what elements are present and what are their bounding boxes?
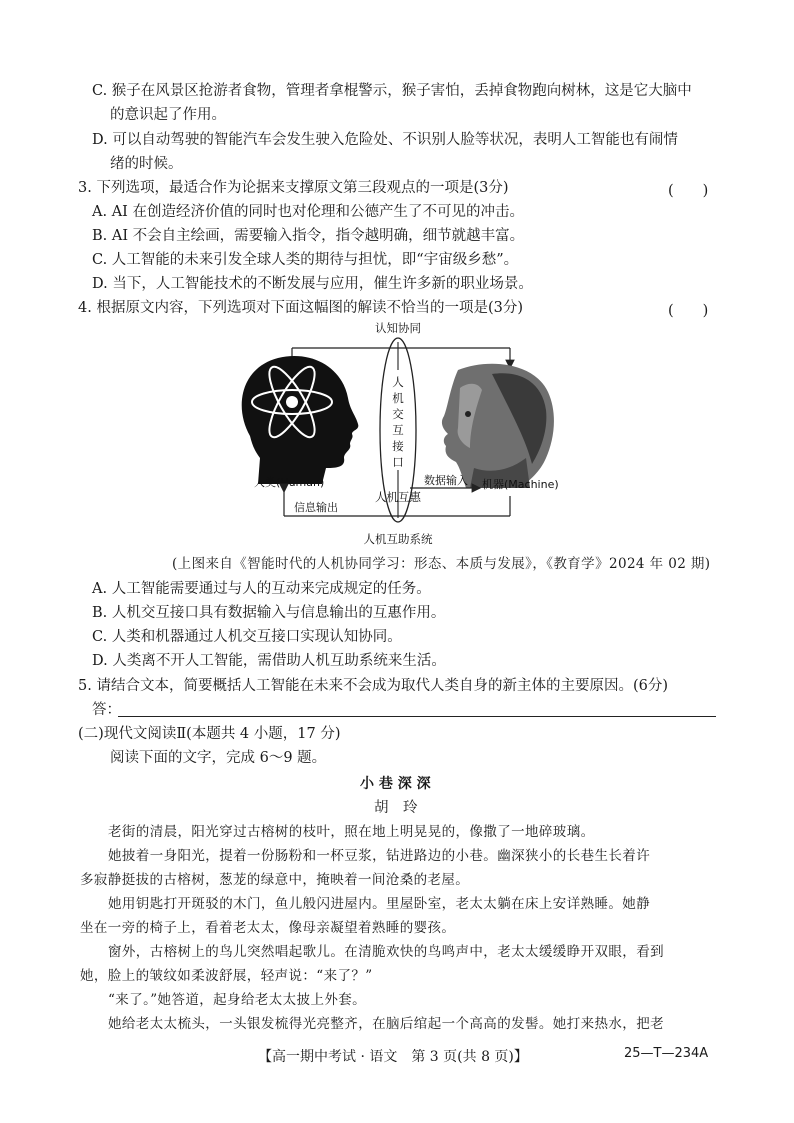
- q5-stem: 5. 请结合文本，简要概括人工智能在未来不会成为取代人类自身的新主体的主要原因。(6分): [78, 678, 668, 694]
- interface-char-1: 人: [392, 375, 404, 389]
- story-line-1: 老街的清晨，阳光穿过古榕树的枝叶，照在地上明晃晃的，像撒了一地碎玻璃。: [108, 824, 595, 840]
- story-line-9: 她给老太太梳头，一头银发梳得光亮整齐，在脑后绾起一个高高的发髻。她打来热水，把老: [108, 1016, 664, 1032]
- interface-char-4: 互: [392, 423, 404, 437]
- q2-option-c-line1: C. 猴子在风景区抢游者食物，管理者拿棍警示，猴子害怕，丢掉食物跑向树林，这是它大脑中: [92, 83, 692, 99]
- q5-answer-line[interactable]: [118, 716, 716, 717]
- story-author: 胡 玲: [374, 800, 418, 816]
- interface-char-3: 交: [392, 407, 404, 421]
- q4-option-d: D. 人类离不开人工智能，需借助人机互助系统来生活。: [92, 653, 446, 669]
- q3-answer-paren[interactable]: ( ): [668, 183, 709, 199]
- q2-option-c-line2: 的意识起了作用。: [110, 107, 226, 123]
- story-title: 小 巷 深 深: [360, 776, 431, 792]
- interface-char-6: 口: [392, 455, 404, 469]
- q2-option-d-line2: 绪的时候。: [110, 156, 183, 172]
- human-label: 人类(Human): [254, 476, 325, 489]
- q3-option-d: D. 当下，人工智能技术的不断发展与应用，催生许多新的职业场景。: [92, 276, 533, 292]
- q4-stem: 4. 根据原文内容，下列选项对下面这幅图的解读不恰当的一项是(3分): [78, 300, 523, 316]
- q2-option-d-line1: D. 可以自动驾驶的智能汽车会发生驶入危险处、不识别人脸等状况，表明人工智能也有闹情: [92, 132, 678, 148]
- diagram-top-label: 认知协同: [375, 321, 421, 335]
- story-line-4: 她用钥匙打开斑驳的木门，鱼儿般闪进屋内。里屋卧室，老太太躺在床上安详熟睡。她静: [108, 896, 651, 912]
- footer-code: 25—T—234A: [624, 1046, 709, 1061]
- robot-head-image: [442, 364, 554, 488]
- q3-option-c: C. 人工智能的未来引发全球人类的期待与担忧，即“宇宙级乡愁”。: [92, 252, 519, 268]
- story-line-6: 窗外，古榕树上的鸟儿突然唱起歌儿。在清脆欢快的鸟鸣声中，老太太缓缓睁开双眼，看到: [108, 944, 664, 960]
- interface-char-2: 机: [392, 391, 404, 405]
- human-machine-diagram: [230, 318, 570, 548]
- footer-page-info: 【高一期中考试 · 语文 第 3 页(共 8 页)】: [258, 1049, 528, 1065]
- story-line-7: 她，脸上的皱纹如柔波舒展，轻声说：“来了？”: [80, 968, 373, 984]
- story-line-8: “来了。”她答道，起身给老太太披上外套。: [108, 992, 367, 1008]
- section2-instruction: 阅读下面的文字，完成 6～9 题。: [110, 750, 327, 766]
- q3-option-a: A. AI 在创造经济价值的同时也对伦理和公德产生了不可见的冲击。: [92, 204, 524, 220]
- q4-option-c: C. 人类和机器通过人机交互接口实现认知协同。: [92, 629, 402, 645]
- mutual-benefit-label: 人机互惠: [375, 490, 421, 504]
- q5-answer-label: 答：: [92, 702, 121, 718]
- q4-option-b: B. 人机交互接口具有数据输入与信息输出的互惠作用。: [92, 605, 446, 621]
- system-label: 人机互助系统: [363, 532, 433, 546]
- q4-option-a: A. 人工智能需要通过与人的互动来完成规定的任务。: [92, 581, 431, 597]
- q3-stem: 3. 下列选项，最适合作为论据来支撑原文第三段观点的一项是(3分): [78, 180, 509, 196]
- interface-char-5: 接: [392, 439, 404, 453]
- section2-heading: (二)现代文阅读Ⅱ(本题共 4 小题，17 分): [78, 726, 341, 742]
- story-line-3: 多寂静挺拔的古榕树，葱茏的绿意中，掩映着一间沧桑的老屋。: [80, 872, 470, 888]
- diagram-source-caption: (上图来自《智能时代的人机协同学习：形态、本质与发展》，《教育学》2024 年 02 期): [172, 556, 711, 572]
- q3-option-b: B. AI 不会自主绘画，需要输入指令，指令越明确，细节就越丰富。: [92, 228, 525, 244]
- machine-label: 机器(Machine): [482, 478, 559, 491]
- info-output-label: 信息输出: [294, 501, 338, 514]
- q4-answer-paren[interactable]: ( ): [668, 303, 709, 319]
- story-line-2: 她披着一身阳光，提着一份肠粉和一杯豆浆，钻进路边的小巷。幽深狭小的长巷生长着许: [108, 848, 651, 864]
- human-head-silhouette: [242, 356, 359, 484]
- story-line-5: 坐在一旁的椅子上，看着老太太，像母亲凝望着熟睡的婴孩。: [80, 920, 456, 936]
- data-input-label: 数据输入: [424, 474, 468, 487]
